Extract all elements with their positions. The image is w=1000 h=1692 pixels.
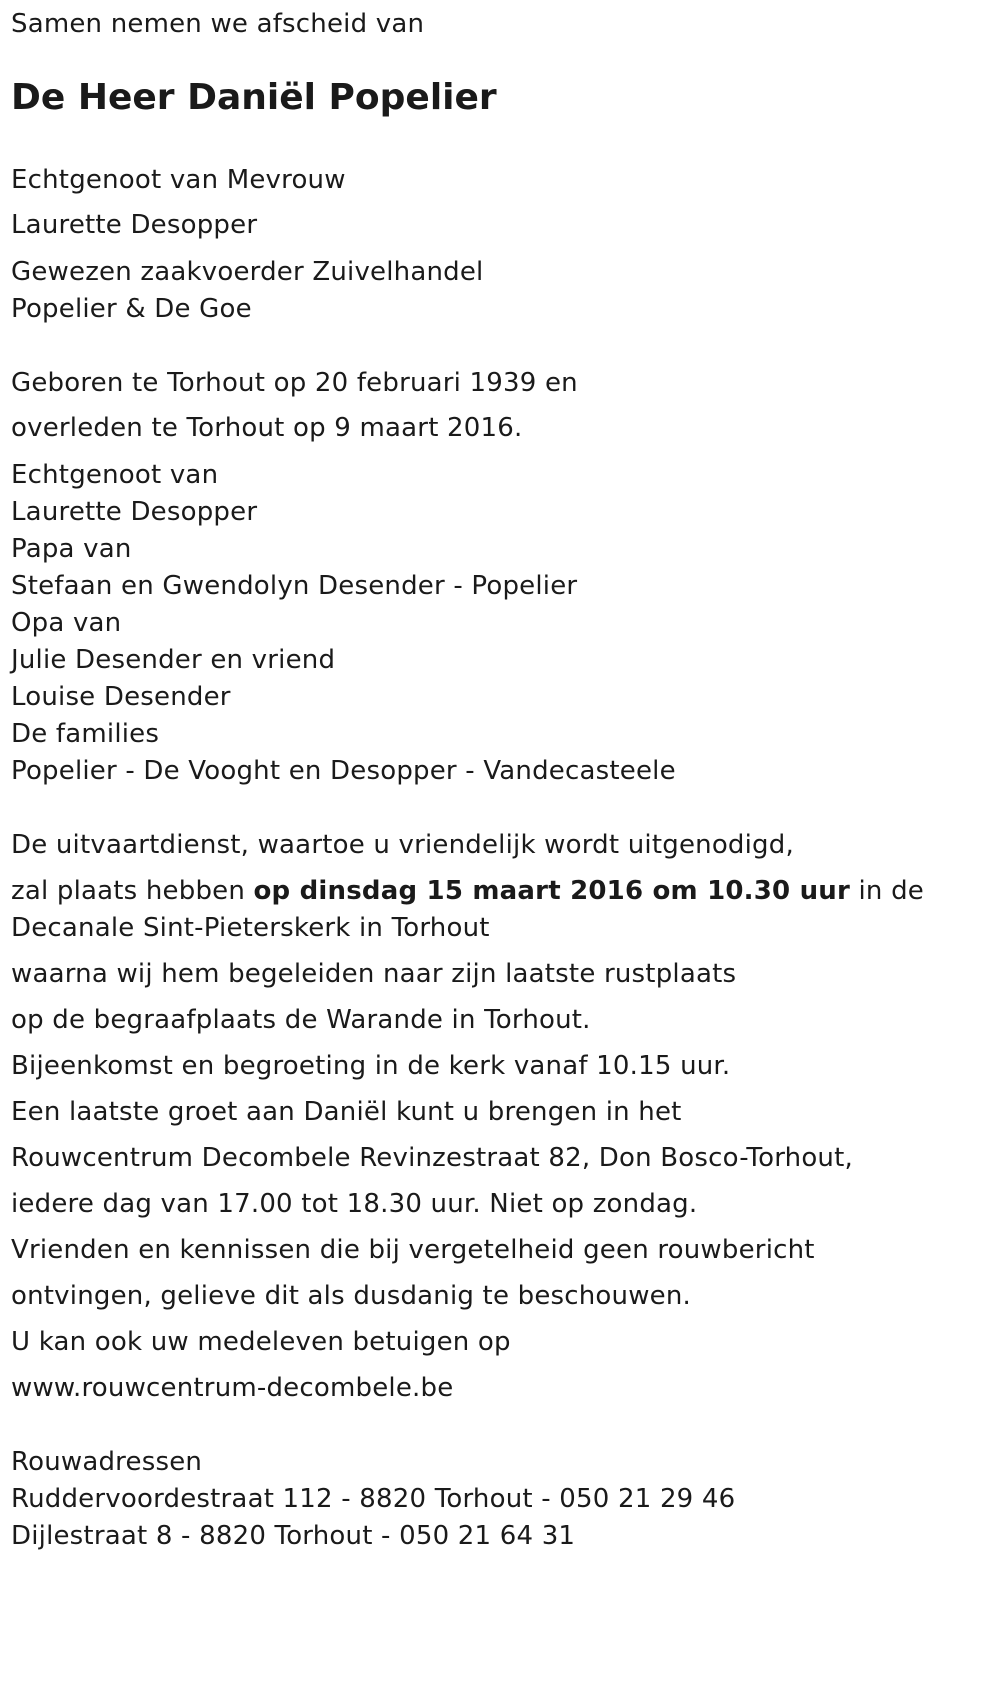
family-line: Popelier - De Vooght en Desopper - Vandecasteele: [11, 756, 676, 786]
death-text: overleden te Torhout op 9 maart 2016.: [11, 413, 523, 443]
occupation-line-2: Popelier & De Goe: [11, 294, 252, 324]
spouse-intro: Echtgenoot van Mevrouw: [11, 165, 346, 195]
family-line: Opa van: [11, 608, 122, 638]
address-line: Ruddervoordestraat 112 - 8820 Torhout - 050 21 29 46: [11, 1484, 736, 1514]
address-line: Dijlestraat 8 - 8820 Torhout - 050 21 64 31: [11, 1521, 576, 1551]
detail-line: Een laatste groet aan Daniël kunt u brengen in het: [11, 1097, 682, 1127]
intro-text: Samen nemen we afscheid van: [11, 9, 425, 39]
website-link[interactable]: www.rouwcentrum-decombele.be: [11, 1373, 454, 1403]
detail-line: Vrienden en kennissen die bij vergetelheid geen rouwbericht: [11, 1235, 815, 1265]
deceased-name: De Heer Daniël Popelier: [11, 77, 497, 118]
detail-line: ontvingen, gelieve dit als dusdanig te beschouwen.: [11, 1281, 692, 1311]
service-church: Decanale Sint-Pieterskerk in Torhout: [11, 913, 490, 943]
birth-text: Geboren te Torhout op 20 februari 1939 en: [11, 368, 578, 398]
family-line: Stefaan en Gwendolyn Desender - Popelier: [11, 571, 578, 601]
service-date-time: op dinsdag 15 maart 2016 om 10.30 uur: [253, 876, 851, 906]
occupation-line-1: Gewezen zaakvoerder Zuivelhandel: [11, 257, 484, 287]
service-when-suffix: in de: [850, 876, 924, 906]
detail-line: waarna wij hem begeleiden naar zijn laatste rustplaats: [11, 959, 737, 989]
family-line: Louise Desender: [11, 682, 231, 712]
detail-line: Rouwcentrum Decombele Revinzestraat 82, Don Bosco-Torhout,: [11, 1143, 853, 1173]
family-line: De families: [11, 719, 160, 749]
family-line: Laurette Desopper: [11, 497, 258, 527]
spouse-name: Laurette Desopper: [11, 210, 258, 240]
detail-line: U kan ook uw medeleven betuigen op: [11, 1327, 511, 1357]
addresses-heading: Rouwadressen: [11, 1447, 203, 1477]
service-invite: De uitvaartdienst, waartoe u vriendelijk wordt uitgenodigd,: [11, 830, 794, 860]
family-line: Julie Desender en vriend: [11, 645, 336, 675]
family-line: Echtgenoot van: [11, 460, 219, 490]
service-when-prefix: zal plaats hebben: [11, 876, 254, 906]
detail-line: iedere dag van 17.00 tot 18.30 uur. Niet op zondag.: [11, 1189, 698, 1219]
detail-line: Bijeenkomst en begroeting in de kerk vanaf 10.15 uur.: [11, 1051, 731, 1081]
service-when: [11, 875, 924, 907]
family-line: Papa van: [11, 534, 132, 564]
detail-line: op de begraafplaats de Warande in Torhout.: [11, 1005, 591, 1035]
